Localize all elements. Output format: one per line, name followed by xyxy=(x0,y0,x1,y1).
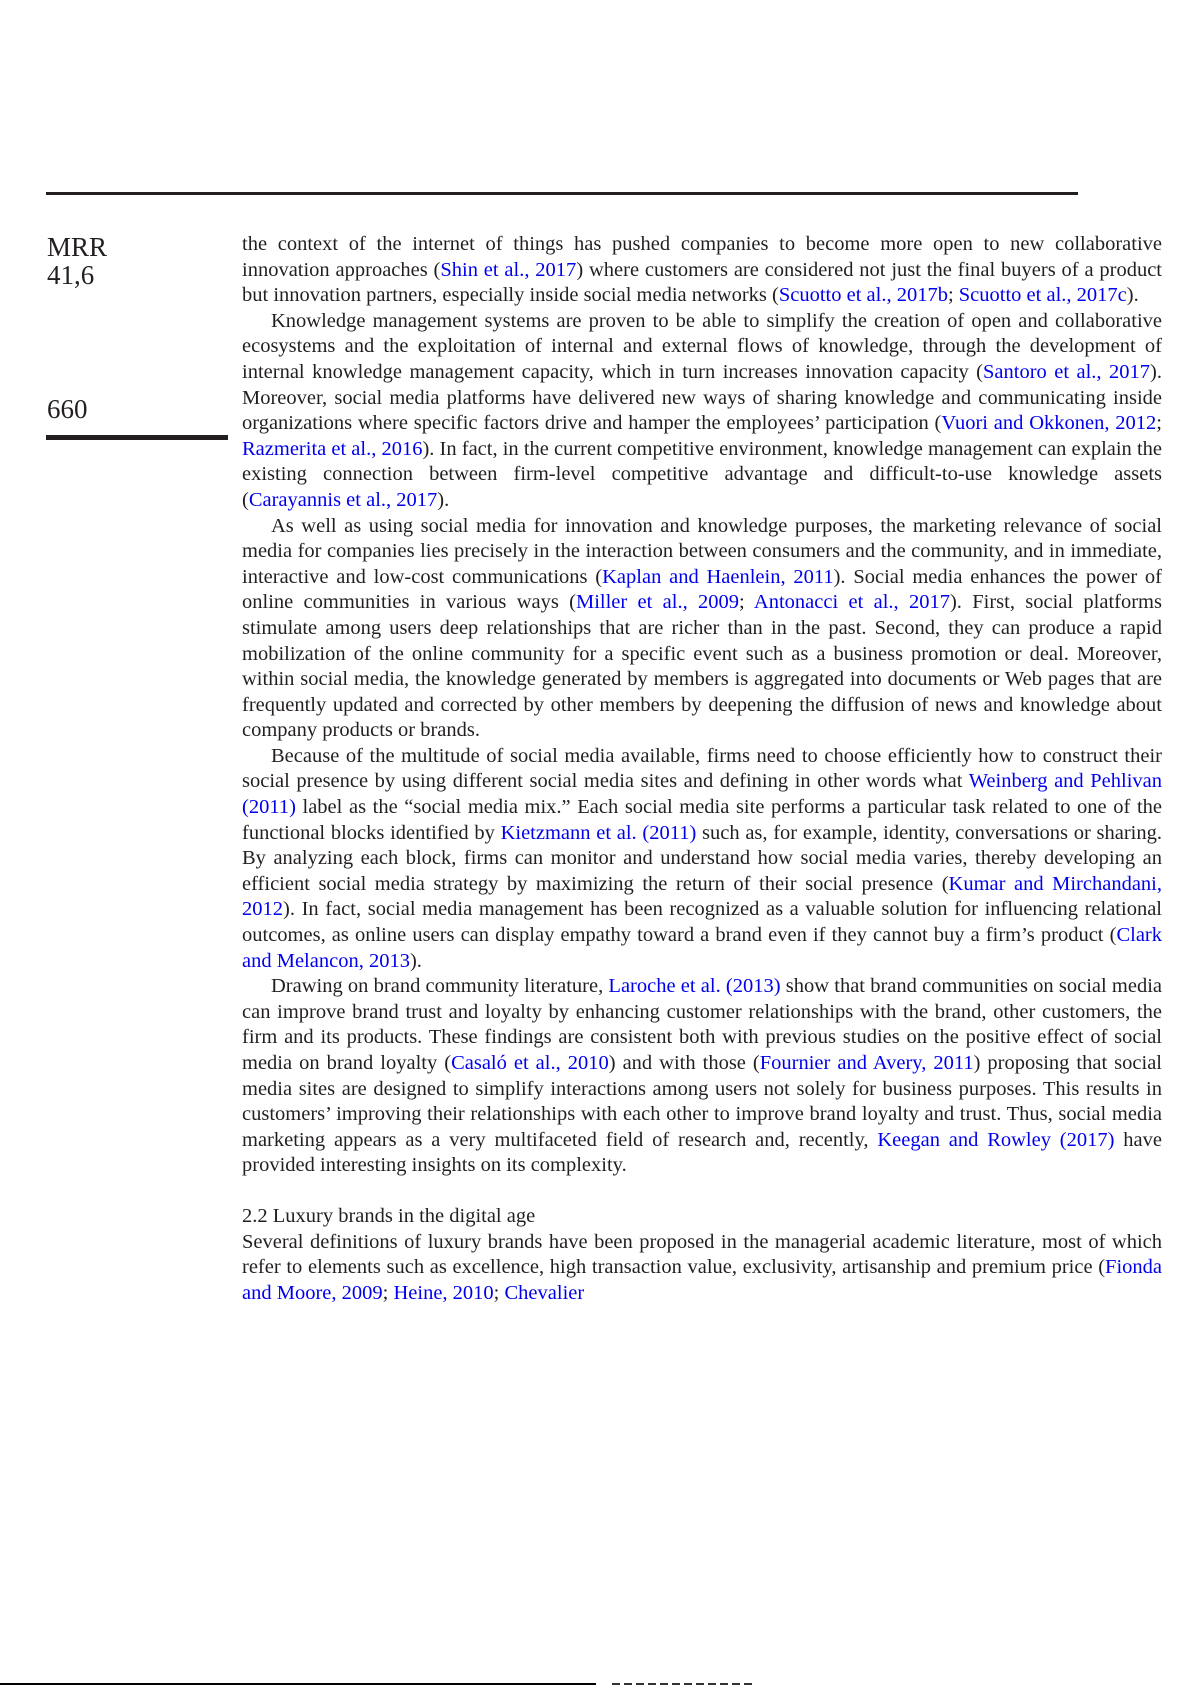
text-run: ) proposing that social media sites are designed to simplify interactions among users not solely for business purposes. This results in customers’ improving their relationships with each other to improve brand loyalty and trust. Thus, social media marketing appears as a very multifaceted field of research and, recently, xyxy=(242,1052,1163,1151)
paragraph xyxy=(242,744,1162,974)
text-run: ). Moreover, social media platforms have delivered new ways of sharing knowledge and communicating inside organizations where specific factors drive and hamper the employees’ participation ( xyxy=(242,360,1162,435)
citation-link[interactable]: Razmerita et al., 2016 xyxy=(242,437,423,460)
citation-link[interactable]: Casaló et al., 2010 xyxy=(451,1052,609,1074)
paragraph xyxy=(242,309,1162,514)
text-run: ; xyxy=(739,591,754,614)
text-run: ). First, social platforms stimulate among users deep relationships that are richer than in the past. Second, they can produce a rapid mobilization of the online community for a specific event such as a business promotion or deal. Moreover, within social media, the knowledge generated by members is aggregated into documents or Web pages that are frequently updated and corrected by other members by deepening the diffusion of news and knowledge about company products or brands. xyxy=(242,591,1162,742)
citation-link[interactable]: Clark and Melancon, 2013 xyxy=(242,924,1162,972)
citation-link[interactable]: Antonacci et al., 2017 xyxy=(753,591,950,614)
citation-link[interactable]: Kietzmann et al. (2011) xyxy=(500,821,697,844)
citation-link[interactable]: Scuotto et al., 2017b xyxy=(778,284,948,307)
text-run: ). In fact, in the current competitive environment, knowledge management can explain the existing connection between firm-level competitive advantage and difficult-to-use knowledge assets ( xyxy=(242,437,1162,511)
text-run: ). xyxy=(1126,284,1139,307)
text-run: the context of the internet of things has pushed companies to become more open to new collaborative innovation approaches ( xyxy=(242,233,1162,281)
text-run: Because of the multitude of social media available, firms need to choose efficiently how to construct their social presence by using different social media sites and defining in other words what xyxy=(242,744,1162,793)
citation-link[interactable]: Kaplan and Haenlein, 2011 xyxy=(602,565,834,588)
text-run: ) and with those ( xyxy=(608,1052,760,1074)
citation-link[interactable]: Keegan and Rowley (2017) xyxy=(877,1128,1115,1151)
header-rule xyxy=(46,192,1078,195)
text-run: ). xyxy=(437,488,450,511)
paragraph xyxy=(242,1230,1162,1307)
citation-link[interactable]: Miller et al., 2009 xyxy=(575,591,740,614)
paragraph xyxy=(242,232,1162,309)
citation-link[interactable]: Kumar and Mirchandani, 2012 xyxy=(242,872,1162,921)
citation-link[interactable]: Chevalier xyxy=(504,1281,585,1304)
margin-header xyxy=(47,233,227,289)
citation-link[interactable]: Santoro et al., 2017 xyxy=(983,360,1151,383)
text-run: show that brand communities on social media can improve brand trust and loyalty by enhancing customer relationships with the brand, other customers, the firm and its products. These findings are consistent both with previous studies on the positive effect of social media on brand loyalty ( xyxy=(242,975,1162,1074)
text-run: ; xyxy=(1156,412,1162,435)
text-run: Several definitions of luxury brands have been proposed in the managerial academic literature, most of which refer to elements such as excellence, high transaction value, exclusivity, artisanship and premium price ( xyxy=(242,1230,1162,1279)
text-run: ; xyxy=(493,1281,505,1304)
margin-rule xyxy=(46,435,228,440)
volume-issue: 41,6 xyxy=(47,260,95,290)
text-run: ; xyxy=(382,1281,394,1304)
page-number: 660 xyxy=(47,394,88,424)
citation-link[interactable]: Scuotto et al., 2017c xyxy=(958,284,1127,307)
text-run: Drawing on brand community literature, xyxy=(271,975,609,998)
citation-link[interactable]: Shin et al., 2017 xyxy=(440,258,577,281)
text-run: such as, for example, identity, conversations or sharing. By analyzing each block, firms can monitor and understand how social media varies, thereby developing an efficient social media strategy by maximizing the return of their social presence ( xyxy=(242,821,1162,895)
citation-link[interactable]: Weinberg and Pehlivan (2011) xyxy=(242,770,1162,819)
text-run: Knowledge management systems are proven to be able to simplify the creation of open and collaborative ecosystems and the exploitation of internal and external flows of knowledge, through the development of internal knowledge management capacity, which in turn increases innovation capacity ( xyxy=(242,309,1162,383)
citation-link[interactable]: Carayannis et al., 2017 xyxy=(248,488,438,511)
section-heading: 2.2 Luxury brands in the digital age xyxy=(242,1204,536,1227)
paragraph xyxy=(242,514,1162,744)
citation-link[interactable]: Vuori and Okkonen, 2012 xyxy=(941,412,1157,435)
text-run: ) where customers are considered not just the final buyers of a product but innovation partners, especially inside social media networks ( xyxy=(242,258,1162,307)
text-run: ). Social media enhances the power of online communities in various ways ( xyxy=(242,565,1163,614)
paragraph xyxy=(242,974,1162,1179)
citation-link[interactable]: Fionda and Moore, 2009 xyxy=(242,1256,1162,1304)
text-run: have provided interesting insights on its complexity. xyxy=(242,1128,1162,1177)
citation-link[interactable]: Laroche et al. (2013) xyxy=(608,975,781,998)
citation-link[interactable]: Heine, 2010 xyxy=(393,1281,494,1304)
article-body xyxy=(242,232,1162,1306)
text-run: label as the “social media mix.” Each social media site performs a particular task related to one of the functional blocks identified by xyxy=(242,796,1162,844)
journal-abbrev: MRR xyxy=(47,232,108,262)
text-run: ). In fact, social media management has been recognized as a valuable solution for influencing relational outcomes, as online users can display empathy toward a brand even if they cannot buy a firm’s product ( xyxy=(242,898,1162,947)
text-run: ; xyxy=(947,284,959,307)
text-run: As well as using social media for innovation and knowledge purposes, the marketing relevance of social media for companies lies precisely in the interaction between consumers and the community, and in immediate, interactive and low-cost communications ( xyxy=(242,514,1162,588)
citation-link[interactable]: Fournier and Avery, 2011 xyxy=(759,1052,974,1074)
text-run: ). xyxy=(409,949,422,972)
